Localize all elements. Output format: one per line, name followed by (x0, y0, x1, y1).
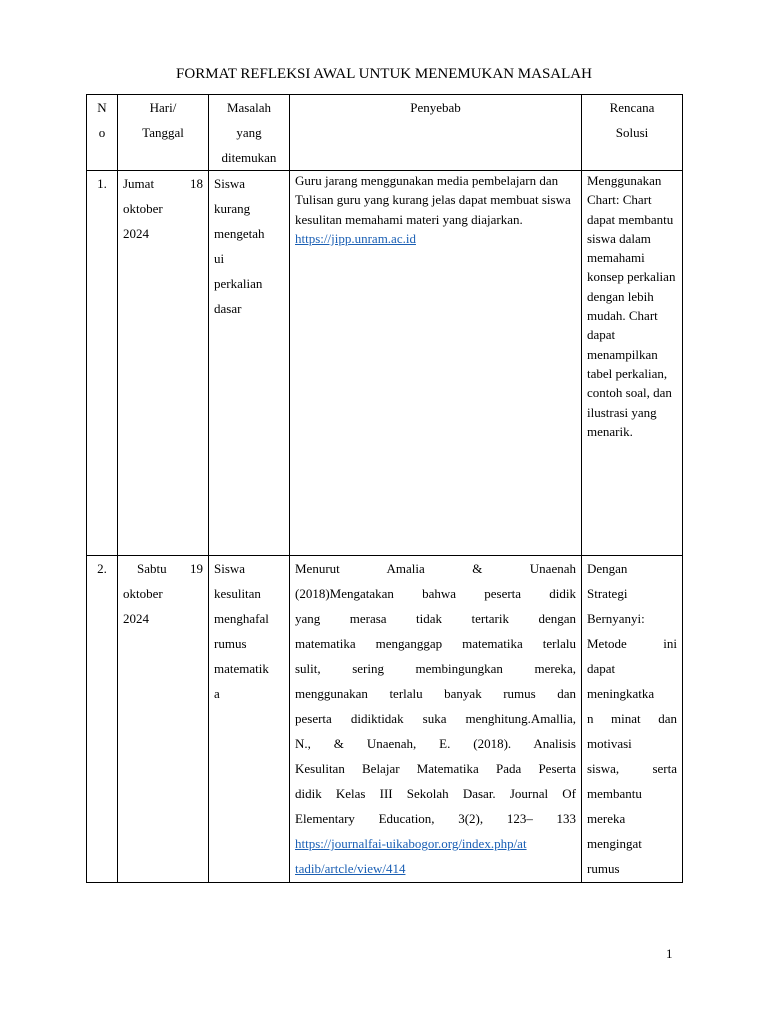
row-number: 2. (87, 556, 118, 883)
reflection-table (86, 94, 683, 883)
document-title: FORMAT REFLEKSI AWAL UNTUK MENEMUKAN MASALAH (176, 66, 592, 82)
row-date: Jumat 18 oktober 2024 (118, 171, 209, 556)
row-solution: Dengan Strategi Bernyanyi: Metode ini dapat meningkatka n minat dan motivasi siswa, serta membantu mereka mengingat rumus (582, 556, 683, 883)
header-masalah: Masalah yang ditemukan (209, 95, 290, 171)
row-cause: Menurut Amalia & Unaenah (2018)Mengatakan bahwa peserta didik yang merasa tidak tertarik dengan matematika menganggap matematika terlalu sulit, sering membingungkan mereka, menggunakan terlalu banyak rumus dan peserta didiktidak suka menghitung.Amallia, N., & Unaenah, E. (2018). Analisis Kesulitan Belajar Matematika Pada Peserta didik Kelas III Sekolah Dasar. Journal Of Elementary Education, 3(2), 123– 133 https://journalfai-uikabogor.org/index.php/at tadib/artcle/view/414 (290, 556, 582, 883)
row-cause (290, 171, 582, 556)
reference-link[interactable]: https://journalfai-uikabogor.org/index.php/at tadib/artcle/view/414 (295, 836, 527, 876)
row-solution: Menggunakan Chart: Chart dapat membantu siswa dalam memahami konsep perkalian dengan lebih mudah. Chart dapat menampilkan tabel perkalian, contoh soal, dan ilustrasi yang menarik. (582, 171, 683, 556)
page-number: 1 (666, 946, 673, 961)
header-rencana-solusi: Rencana Solusi (582, 95, 683, 171)
row-problem: Siswa kesulitan menghafal rumus matematik a (209, 556, 290, 883)
row-number: 1. (87, 171, 118, 556)
header-penyebab: Penyebab (290, 95, 582, 171)
table-header-row (87, 95, 683, 171)
header-hari-tanggal: Hari/ Tanggal (118, 95, 209, 171)
row-problem: Siswa kurang mengetah ui perkalian dasar (209, 171, 290, 556)
header-no: N o (87, 95, 118, 171)
table-row (87, 171, 683, 556)
cause-text: Guru jarang menggunakan media pembelajarn dan Tulisan guru yang kurang jelas dapat membuat siswa kesulitan memahami materi yang diajarkan. (295, 173, 571, 227)
reference-link[interactable]: https://jipp.unram.ac.id (295, 230, 416, 246)
row-date: Sabtu 19 oktober 2024 (118, 556, 209, 883)
table-row (87, 556, 683, 883)
